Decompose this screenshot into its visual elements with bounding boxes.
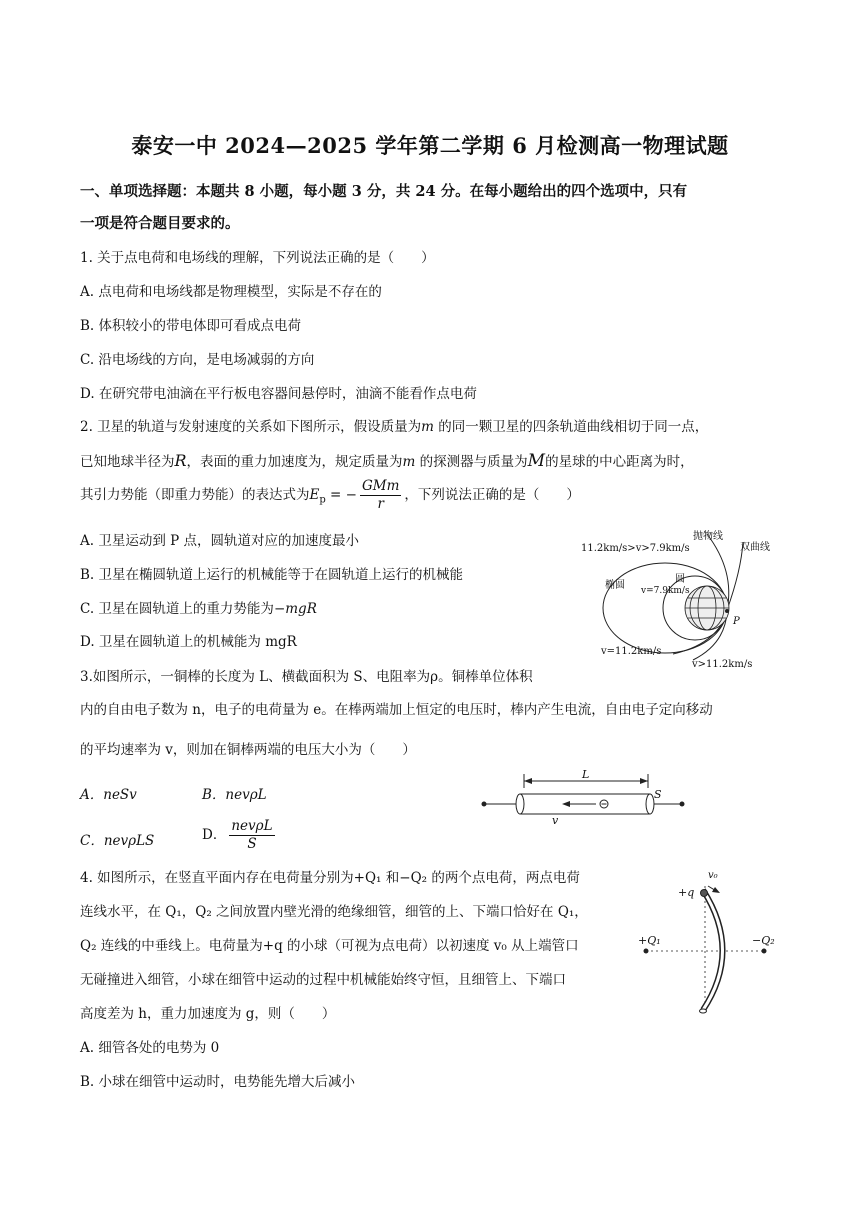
- q4-stem-line2: 连线水平，在 Q₁，Q₂ 之间放置内壁光滑的绝缘细管，细管的上、下端口恰好在 Q₁，: [80, 904, 588, 920]
- earth-icon: [685, 586, 729, 630]
- label-first-cosmic-speed: v=7.9km/s: [641, 586, 690, 596]
- energy-symbol: E: [309, 487, 320, 503]
- label-above-second-speed: v>11.2km/s: [692, 659, 753, 670]
- label-point-p: P: [733, 616, 740, 627]
- q1-option-b: B. 体积较小的带电体即可看成点电荷: [80, 318, 302, 334]
- q1-option-c: C. 沿电场线的方向，是电场减弱的方向: [80, 352, 315, 368]
- q4-stem-line3: Q₂ 连线的中垂线上。电荷量为+q 的小球（可视为点电荷）以初速度 v₀ 从上端管口: [80, 938, 579, 954]
- label-initial-velocity: v₀: [708, 870, 718, 881]
- q3-stem-line3: 的平均速率为 v，则加在铜棒两端的电压大小为（ ）: [80, 742, 416, 758]
- point-p-marker: [725, 609, 729, 613]
- q3-stem-line2: 内的自由电子数为 n，电子的电荷量为 e。在棒两端加上恒定的电压时，棒内产生电流，自由电子定向移动: [80, 702, 713, 718]
- q2-stem-line1: 2. 卫星的轨道与发射速度的关系如下图所示，假设质量为m 的同一颗卫星的四条轨道曲线相切于同一点，: [80, 419, 709, 435]
- q2-stem-line2: 已知地球半径为R，表面的重力加速度为，规定质量为m 的探测器与质量为M的星球的中心距离为时，: [80, 451, 694, 471]
- q3-option-c: C．nevρLS: [80, 833, 155, 849]
- label-parabola: 抛物线: [693, 531, 723, 542]
- label-ellipse: 椭圆: [605, 580, 625, 591]
- label-velocity: v: [552, 814, 559, 827]
- q2-option-a: A. 卫星运动到 P 点，圆轨道对应的加速度最小: [80, 533, 359, 549]
- label-charge-q2: −Q₂: [752, 934, 775, 947]
- ball-icon: [701, 890, 708, 897]
- charge-q1-marker: [644, 949, 649, 954]
- curved-tube-diagram: [636, 866, 786, 1018]
- label-charge-q1: +Q₁: [638, 934, 661, 947]
- copper-rod-diagram: [478, 768, 688, 828]
- charge-q2-marker: [762, 949, 767, 954]
- label-area: S: [654, 788, 662, 801]
- q1-stem: 1. 关于点电荷和电场线的理解，下列说法正确的是（ ）: [80, 250, 435, 266]
- q2-option-d: D. 卫星在圆轨道上的机械能为 mgR: [80, 634, 297, 650]
- q2-option-c: C. 卫星在圆轨道上的重力势能为−mgR: [80, 601, 317, 617]
- section-heading-cont: 一项是符合题目要求的。: [80, 215, 240, 232]
- label-length: L: [582, 768, 590, 781]
- orbit-diagram: [575, 526, 790, 674]
- q4-stem-line1: 4. 如图所示，在竖直平面内存在电荷量分别为+Q₁ 和−Q₂ 的两个点电荷，两点电荷: [80, 870, 580, 886]
- q1-option-d: D. 在研究带电油滴在平行板电容器间悬停时，油滴不能看作点电荷: [80, 386, 477, 402]
- q4-option-b: B. 小球在细管中运动时，电势能先增大后减小: [80, 1074, 356, 1090]
- q3-option-d: D． $\frac{\text{nevρL}}{S}$: [202, 818, 273, 852]
- label-ellipse-speed: 11.2km/s>v>7.9km/s: [581, 543, 690, 554]
- q2-stem-line3: 其引力势能（即重力势能）的表达式为$E_p$ = − $\frac{\text{GMm}}{r}$ ，下列说法正确的是（ ）: [80, 478, 580, 512]
- q3-stem-line1: 3.如图所示，一铜棒的长度为 L、横截面积为 S、电阻率为ρ。铜棒单位体积: [80, 669, 533, 685]
- label-hyperbola: 双曲线: [740, 542, 770, 553]
- q1-option-a: A. 点电荷和电场线都是物理模型，实际是不存在的: [80, 284, 382, 300]
- page-title: 泰安一中 2024—2025 学年第二学期 6 月检测高一物理试题: [131, 133, 729, 158]
- label-second-cosmic-speed: v=11.2km/s: [601, 646, 662, 657]
- q2-option-b: B. 卫星在椭圆轨道上运行的机械能等于在圆轨道上运行的机械能: [80, 567, 464, 583]
- label-circle: 圆: [675, 574, 685, 585]
- section-heading: 一、单项选择题：本题共 8 小题，每小题 3 分，共 24 分。在每小题给出的四个选项中，只有: [80, 183, 688, 200]
- q3-option-a: A．neSv: [80, 787, 137, 803]
- q3-option-b: B．nevρL: [202, 787, 267, 803]
- label-ball-charge: +q: [678, 886, 695, 899]
- q4-stem-line5: 高度差为 h，重力加速度为 g，则（ ）: [80, 1006, 336, 1022]
- initial-velocity-arrow-icon: [712, 887, 720, 893]
- option-d-fraction: $\frac{\text{nevρL}}{S}$: [231, 818, 273, 852]
- q4-option-a: A. 细管各处的电势为 0: [80, 1040, 220, 1056]
- potential-energy-fraction: $\frac{\text{GMm}}{r}$: [361, 478, 400, 512]
- q4-stem-line4: 无碰撞进入细管，小球在细管中运动的过程中机械能始终守恒，且细管上、下端口: [80, 972, 566, 988]
